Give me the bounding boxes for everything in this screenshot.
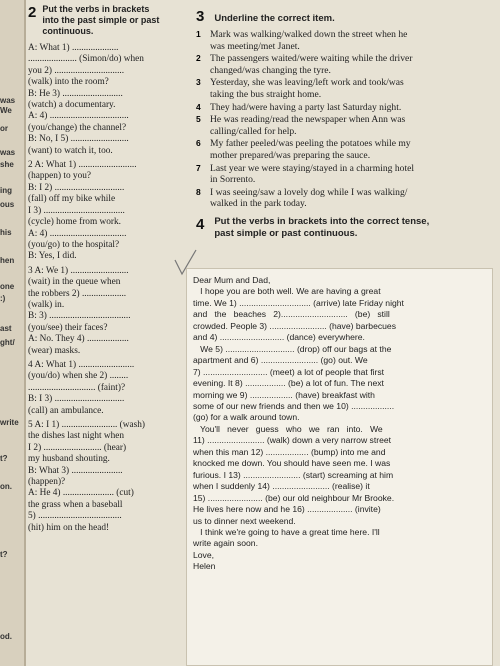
exercise-instruction: Put the verbs in brackets into the correct tense, past simple or past continuous.: [214, 215, 430, 239]
sentence-line: Last year we were staying/stayed in a charming hotel: [210, 162, 415, 174]
item-number: 8: [196, 186, 201, 197]
dialogue-line: B: No, I 5) .........................: [28, 134, 129, 145]
letter-line: 11) ........................ (walk) down a very narrow street: [193, 435, 392, 446]
letter-line: when I suddenly 14) ........................ (realise) it: [193, 481, 370, 492]
dialogue-line: (watch) a documentary.: [28, 100, 116, 111]
dialogue-line: (fall) off my bike while: [28, 194, 116, 205]
exercise-number: 3: [196, 8, 205, 25]
item-number: 1: [196, 29, 201, 39]
dialogue-line: B: I 3) ..............................: [28, 394, 125, 405]
sentence-line: I was seeing/saw a lovely dog while I was walking/: [210, 186, 408, 198]
dialogue-line: (you/go) to the hospital?: [28, 239, 120, 250]
letter-line: crowded. People 3) ........................ (have) barbecues: [193, 320, 397, 331]
letter-line: time. We 1) .............................. (arrive) late Friday night: [193, 297, 404, 308]
letter-line: 7) ........................... (meet) a lot of people that first: [193, 366, 385, 377]
dialogue-line: the robbers 2) ...................: [28, 288, 127, 299]
dialogue-line: (wait) in the queue when: [28, 277, 121, 288]
letter-line: evening. It 8) ................. (be) a lot of fun. The next: [193, 378, 384, 389]
margin-fragment: We: [0, 106, 12, 115]
letter-line: apartment and 6) ........................ (go) out. We: [193, 355, 368, 366]
letter-line: Helen: [193, 561, 216, 572]
dialogue-line: (walk) in.: [28, 299, 65, 310]
dialogue-line: my husband shouting.: [28, 454, 110, 465]
dialogue-line: 5 A: I 1) ........................ (wash): [28, 420, 145, 430]
dialogue-line: (want) to watch it, too.: [28, 145, 113, 156]
letter-line: us to dinner next weekend.: [193, 515, 296, 526]
dialogue-line: the dishes last night when: [28, 431, 125, 442]
letter-line: when this man 12) .................. (bump) into me and: [193, 446, 386, 457]
dialogue-line: (you/change) the channel?: [28, 122, 127, 133]
dialogue-line: A: He 4) ...................... (cut): [28, 488, 134, 499]
margin-fragment: od.: [0, 632, 12, 641]
sentence-line: The passengers waited/were waiting while the driver: [210, 53, 413, 65]
dialogue-line: 4 A: What 1) ........................: [28, 359, 135, 370]
sentence-item: [196, 53, 496, 76]
dialogue-line: 3 A: We 1) .........................: [28, 265, 129, 276]
margin-fragment: t?: [0, 454, 8, 463]
exercise-2: [28, 4, 188, 534]
sentence-line: Yesterday, she was leaving/left work and took/was: [210, 77, 404, 89]
item-number: 2: [196, 53, 201, 64]
dialogue-line: I 3) ...................................: [28, 205, 125, 216]
sentence-line: taking the bus straight home.: [210, 88, 322, 100]
sentence-line: They had/were having a party last Saturday night.: [210, 101, 402, 113]
sentence-line: My father peeled/was peeling the potatoes while my: [210, 138, 411, 150]
margin-fragment: :): [0, 294, 6, 303]
sentence-line: He was reading/read the newspaper when Ann was: [210, 114, 406, 126]
item-number: 5: [196, 114, 201, 125]
sentence-line: calling/called for help.: [210, 125, 297, 137]
item-number: 3: [196, 77, 201, 88]
dialogue-line: B: Yes, I did.: [28, 251, 77, 262]
margin-fragment: ous: [0, 200, 15, 209]
letter-line: write again soon.: [193, 538, 258, 549]
dialogue-line: A: 4) ..................................: [28, 111, 129, 122]
letter-line: (go) for a walk around town.: [193, 412, 300, 423]
letter-line: morning we 9) .................. (have) breakfast with: [193, 389, 375, 400]
dialogue-line: (cycle) home from work.: [28, 217, 121, 228]
dialogue-line: B: What 3) ......................: [28, 465, 123, 476]
letter-text: [193, 275, 487, 573]
margin-fragment: ght/: [0, 338, 15, 347]
sentence-item: [196, 102, 496, 114]
sentence-item: [196, 138, 496, 161]
dialogue-line: A: What 1) ....................: [28, 43, 119, 53]
dialogue-line: (hit) him on the head!: [28, 522, 110, 533]
item-number: 4: [196, 101, 201, 112]
sentence-line: in Sorrento.: [210, 174, 256, 186]
page-spine: [24, 0, 26, 666]
exercise-3: [196, 8, 496, 240]
dialogue-line: 2 A: What 1) .........................: [28, 160, 137, 171]
margin-fragment: she: [0, 160, 14, 169]
letter-line: You'll never guess who we ran into. We: [193, 423, 383, 434]
sentence-line: Mark was walking/walked down the street when he: [210, 29, 408, 40]
item-number: 6: [196, 138, 201, 149]
sentence-line: mother prepared/was preparing the sauce.: [210, 149, 371, 161]
dialogue-line: A: 4) .................................: [28, 228, 127, 239]
dialogue-line: you 2) ..............................: [28, 65, 125, 76]
dialogue-line: (you/do) when she 2) ........: [28, 371, 129, 382]
dialogue-line: (walk) into the room?: [28, 77, 109, 88]
margin-fragment: ast: [0, 324, 12, 333]
margin-fragment: his: [0, 228, 12, 237]
dialogue-line: I 2) ......................... (hear): [28, 442, 127, 453]
letter-line: He lives here now and he 16) ................... (invite): [193, 504, 381, 515]
letter-line: I hope you are both well. We are having a great: [193, 286, 381, 297]
letter-line: Dear Mum and Dad,: [193, 275, 271, 285]
sentence-list: [196, 29, 496, 210]
letter-line: We 5) ............................. (drop) off our bags at the: [193, 343, 392, 354]
letter-line: knocked me down. You should have seen me. I was: [193, 458, 391, 469]
exercise-instruction: Underline the correct item.: [214, 13, 335, 24]
sentence-line: was meeting/met Janet.: [210, 40, 300, 52]
dialogue-line: 5) ....................................: [28, 511, 122, 522]
margin-fragment: or: [0, 124, 8, 133]
letter-line: I think we're going to have a great time here. I'll: [193, 526, 380, 537]
letter-exercise: [186, 268, 493, 666]
sentence-line: walked in the park today.: [210, 198, 307, 210]
dialogue-line: A: No. They 4) ..................: [28, 334, 129, 345]
dialogue-line: ..................... (Simon/do) when: [28, 54, 144, 65]
dialogue-line: B: He 3) ..........................: [28, 88, 123, 99]
margin-fragment: was: [0, 96, 16, 105]
dialogue-list: [28, 43, 188, 534]
letter-line: Love,: [193, 549, 215, 560]
margin-fragment: hen: [0, 256, 15, 265]
dialogue-line: (happen) to you?: [28, 171, 91, 182]
dialogue-line: (happen)?: [28, 477, 66, 488]
item-number: 7: [196, 162, 201, 173]
exercise-number: 2: [28, 4, 37, 21]
sentence-line: changed/was changing the tyre.: [210, 64, 331, 76]
sentence-item: [196, 114, 496, 137]
margin-fragment: ing: [0, 186, 12, 195]
letter-line: and the beaches 2)............................ (be) still: [193, 309, 390, 320]
sentence-item: [196, 187, 496, 210]
dialogue-line: (you/see) their faces?: [28, 322, 108, 333]
dialogue-line: the grass when a baseball: [28, 499, 123, 510]
margin-fragment: was: [0, 148, 16, 157]
dialogue-line: (call) an ambulance.: [28, 405, 104, 416]
dialogue-line: (wear) masks.: [28, 345, 81, 356]
dialogue-line: B: I 2) ..............................: [28, 182, 125, 193]
dialogue-line: B: 3) ...................................: [28, 311, 131, 322]
sentence-item: [196, 29, 496, 52]
exercise-number: 4: [196, 215, 205, 233]
sentence-item: [196, 163, 496, 186]
exercise-instruction: Put the verbs in brackets into the past simple or past continuous.: [42, 4, 160, 36]
letter-line: 15) ....................... (be) our old neighbour Mr Brooke.: [193, 492, 395, 503]
previous-page-edge: [0, 0, 26, 666]
exercise-4-header: [196, 216, 496, 240]
margin-fragment: one: [0, 282, 15, 291]
sentence-item: [196, 77, 496, 100]
margin-fragment: on.: [0, 482, 12, 491]
dialogue-line: ............................. (faint)?: [28, 382, 126, 393]
letter-line: furious. I 13) ........................ (start) screaming at him: [193, 469, 394, 480]
letter-line: some of our new friends and then we 10) ..................: [193, 400, 395, 411]
margin-fragment: t?: [0, 550, 8, 559]
letter-line: and 4) ........................... (dance) everywhere.: [193, 332, 365, 343]
margin-fragment: write: [0, 418, 19, 427]
